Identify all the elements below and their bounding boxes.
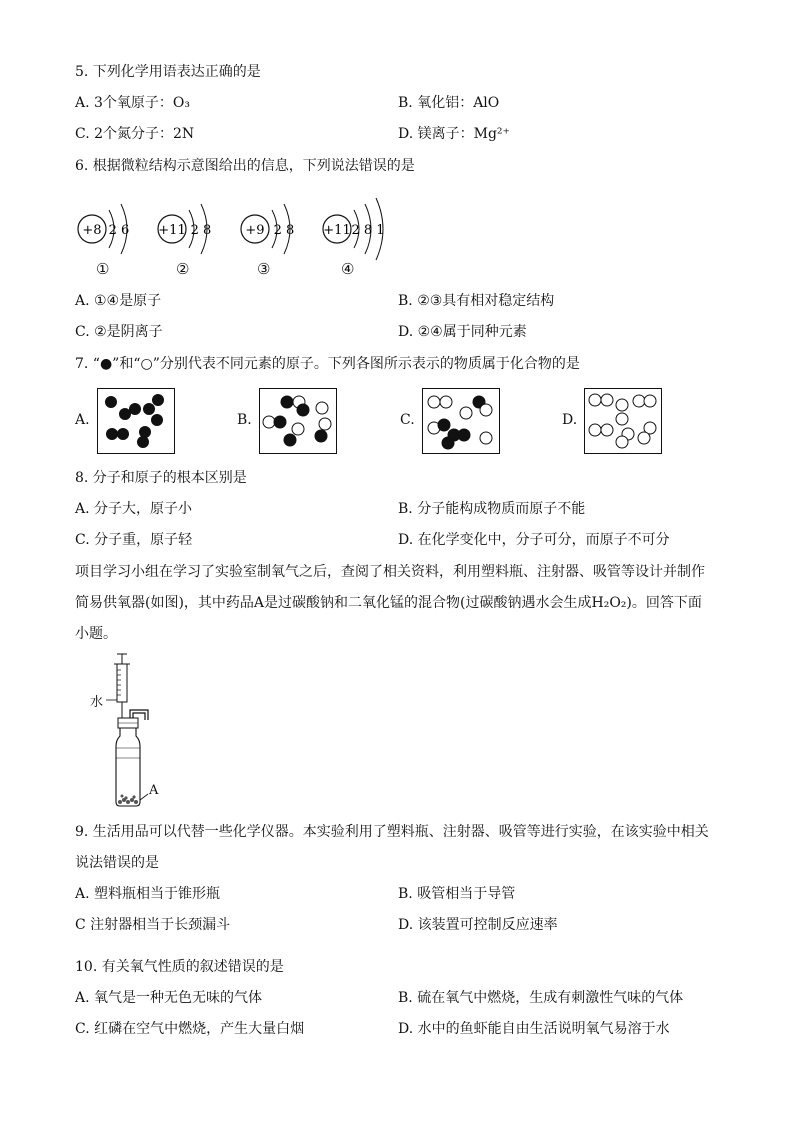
q6-stem: 6. 根据微粒结构示意图给出的信息，下列说法错误的是 bbox=[75, 158, 415, 174]
q9-option-c: C 注射器相当于长颈漏斗 bbox=[75, 917, 231, 933]
atom-2-label: ② bbox=[176, 260, 190, 278]
q9-stem-line-2: 说法错误的是 bbox=[75, 855, 159, 871]
atom-1-nucleus: +8 bbox=[82, 223, 102, 238]
q6-option-b: B. ②③具有相对稳定结构 bbox=[398, 293, 555, 309]
q9-option-a: A. 塑料瓶相当于锥形瓶 bbox=[75, 886, 221, 902]
atom-1-label: ① bbox=[96, 260, 110, 278]
q10-option-d: D. 水中的鱼虾能自由生活说明氧气易溶于水 bbox=[398, 1021, 670, 1037]
q10-option-a: A. 氧气是一种无色无味的气体 bbox=[75, 990, 263, 1006]
atom-4-label: ④ bbox=[341, 260, 355, 278]
q7-diagram-c bbox=[422, 388, 500, 454]
q6-option-d: D. ②④属于同种元素 bbox=[398, 324, 527, 340]
q5-option-d: D. 镁离子：Mg²⁺ bbox=[398, 126, 510, 142]
q8-option-b: B. 分子能构成物质而原子不能 bbox=[398, 501, 586, 517]
intro-line-2: 简易供氧器(如图)，其中药品A是过碳酸钠和二氧化锰的混合物(过碳酸钠遇水会生成H₂O₂)。回答下面 bbox=[75, 595, 702, 611]
q5-option-c: C. 2个氮分子：2N bbox=[75, 126, 195, 142]
oxygen-supplier-apparatus bbox=[90, 652, 180, 816]
atom-structure-1 bbox=[75, 196, 155, 266]
q7-label-a: A. bbox=[75, 412, 90, 428]
q5-option-b: B. 氧化铝：AlO bbox=[398, 95, 500, 111]
atom-2-shells: 2 8 bbox=[190, 223, 212, 238]
atom-3-shells: 2 8 bbox=[273, 223, 295, 238]
intro-line-1: 项目学习小组在学习了实验室制氧气之后，查阅了相关资料，利用塑料瓶、注射器、吸管等设计并制作 bbox=[75, 564, 705, 580]
q7-diagram-a bbox=[97, 388, 175, 454]
q5-stem: 5. 下列化学用语表达正确的是 bbox=[75, 64, 261, 80]
atom-3-nucleus: +9 bbox=[245, 223, 265, 238]
intro-line-3: 小题。 bbox=[75, 626, 117, 642]
q10-stem: 10. 有关氧气性质的叙述错误的是 bbox=[75, 959, 284, 975]
atom-3-label: ③ bbox=[257, 260, 271, 278]
atom-4-shells: 2 8 1 bbox=[351, 223, 385, 238]
q8-option-a: A. 分子大，原子小 bbox=[75, 501, 193, 517]
q6-option-c: C. ②是阴离子 bbox=[75, 324, 163, 340]
atom-structure-2 bbox=[155, 196, 235, 266]
q7-label-b: B. bbox=[237, 412, 252, 428]
atom-structure-3 bbox=[238, 196, 318, 266]
q9-stem-line-1: 9. 生活用品可以代替一些化学仪器。本实验利用了塑料瓶、注射器、吸管等进行实验，在该实验中相关 bbox=[75, 824, 709, 840]
q10-option-c: C. 红磷在空气中燃烧，产生大量白烟 bbox=[75, 1021, 305, 1037]
q7-diagram-d bbox=[584, 388, 662, 454]
q7-label-d: D. bbox=[562, 412, 578, 428]
atom-structure-4 bbox=[320, 196, 410, 266]
label-water: 水 bbox=[90, 695, 104, 710]
atom-1-shells: 2 6 bbox=[108, 223, 130, 238]
label-chemical-a: A bbox=[149, 783, 159, 798]
atom-2-nucleus: +11 bbox=[158, 223, 186, 238]
atom-4-nucleus: +11 bbox=[323, 223, 351, 238]
q7-stem: 7. “●”和“○”分别代表不同元素的原子。下列各图所示表示的物质属于化合物的是 bbox=[75, 356, 580, 372]
q6-option-a: A. ①④是原子 bbox=[75, 293, 162, 309]
q7-diagram-b bbox=[259, 388, 337, 454]
q9-option-b: B. 吸管相当于导管 bbox=[398, 886, 516, 902]
q9-option-d: D. 该装置可控制反应速率 bbox=[398, 917, 558, 933]
q5-option-a: A. 3个氧原子：O₃ bbox=[75, 95, 191, 111]
q10-option-b: B. 硫在氧气中燃烧，生成有刺激性气味的气体 bbox=[398, 990, 684, 1006]
q8-option-c: C. 分子重，原子轻 bbox=[75, 532, 193, 548]
q7-label-c: C. bbox=[400, 412, 415, 428]
q8-option-d: D. 在化学变化中，分子可分，而原子不可分 bbox=[398, 532, 670, 548]
q8-stem: 8. 分子和原子的根本区别是 bbox=[75, 470, 247, 486]
